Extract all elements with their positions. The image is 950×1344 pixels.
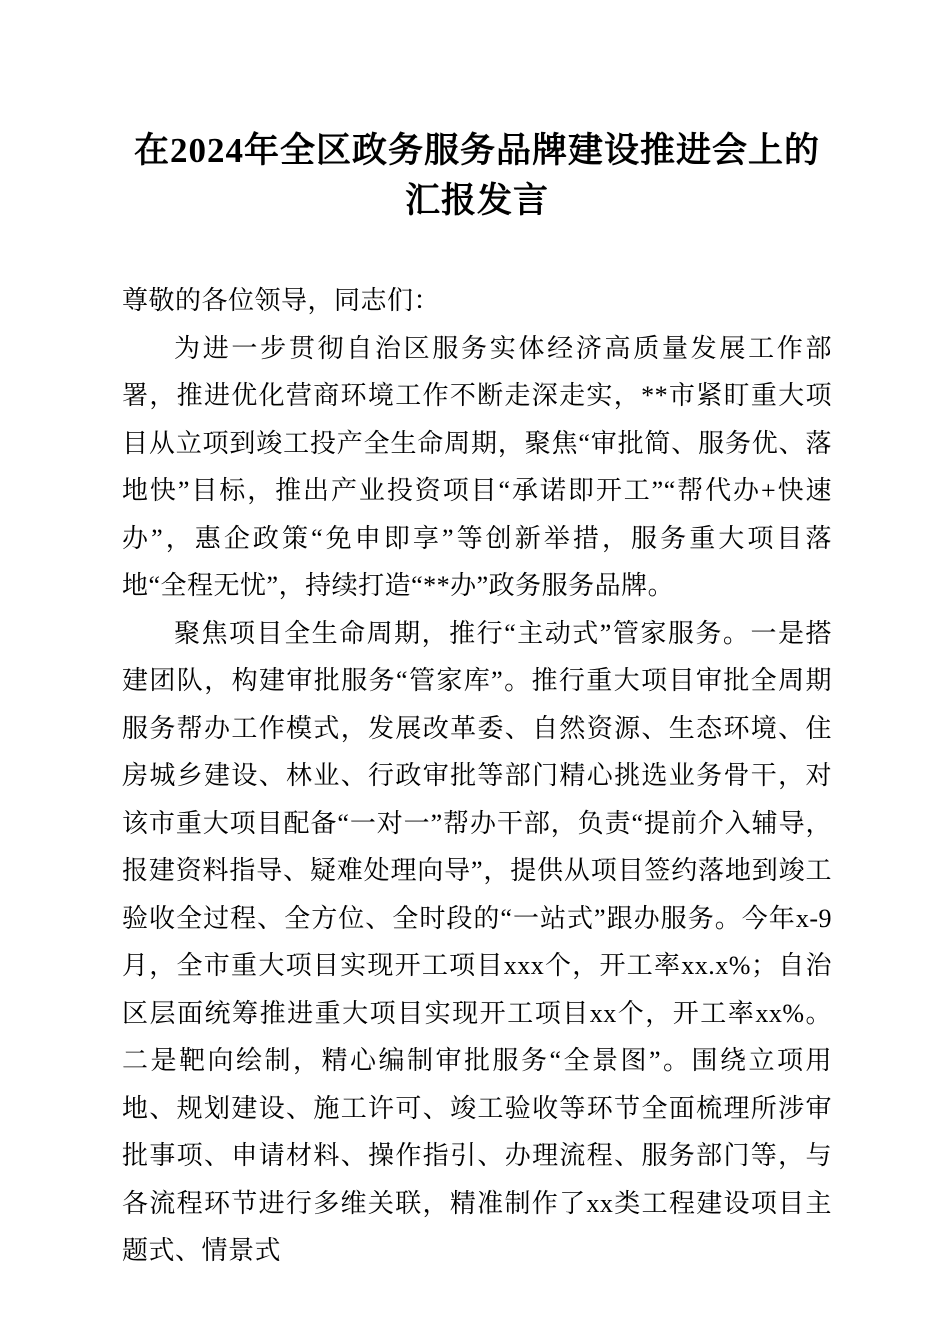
- body-paragraph-1: 为进一步贯彻自治区服务实体经济高质量发展工作部署，推进优化营商环境工作不断走深走实，**市紧盯重大项目从立项到竣工投产全生命周期，聚焦“审批简、服务优、落地快”目标，推出产业投资项目“承诺即开工”“帮代办+快速办”，惠企政策“免申即享”等创新举措，服务重大项目落地“全程无忧”，持续打造“**办”政务服务品牌。: [122, 333, 832, 601]
- title-line-1: 在2024年全区政务服务品牌建设推进会上的: [133, 131, 820, 170]
- salutation-line: 尊敬的各位领导，同志们：: [122, 286, 441, 316]
- document-body: [122, 277, 832, 1275]
- title-line-2: 汇报发言: [404, 180, 549, 220]
- body-paragraph-2: 聚焦项目全生命周期，推行“主动式”管家服务。一是搭建团队，构建审批服务“管家库”。推行重大项目审批全周期服务帮办工作模式，发展改革委、自然资源、生态环境、住房城乡建设、林业、行政审批等部门精心挑选业务骨干，对该市重大项目配备“一对一”帮办干部，负责“提前介入辅导，报建资料指导、疑难处理向导”，提供从项目签约落地到竣工验收全过程、全方位、全时段的“一站式”跟办服务。今年x-9月，全市重大项目实现开工项目xxx个，开工率xx.x%；自治区层面统筹推进重大项目实现开工项目xx个，开工率xx%。二是靶向绘制，精心编制审批服务“全景图”。围绕立项用地、规划建设、施工许可、竣工验收等环节全面梳理所涉审批事项、申请材料、操作指引、办理流程、服务部门等，与各流程环节进行多维关联，精准制作了xx类工程建设项目主题式、情景式: [122, 618, 832, 1266]
- document-title: [122, 126, 832, 225]
